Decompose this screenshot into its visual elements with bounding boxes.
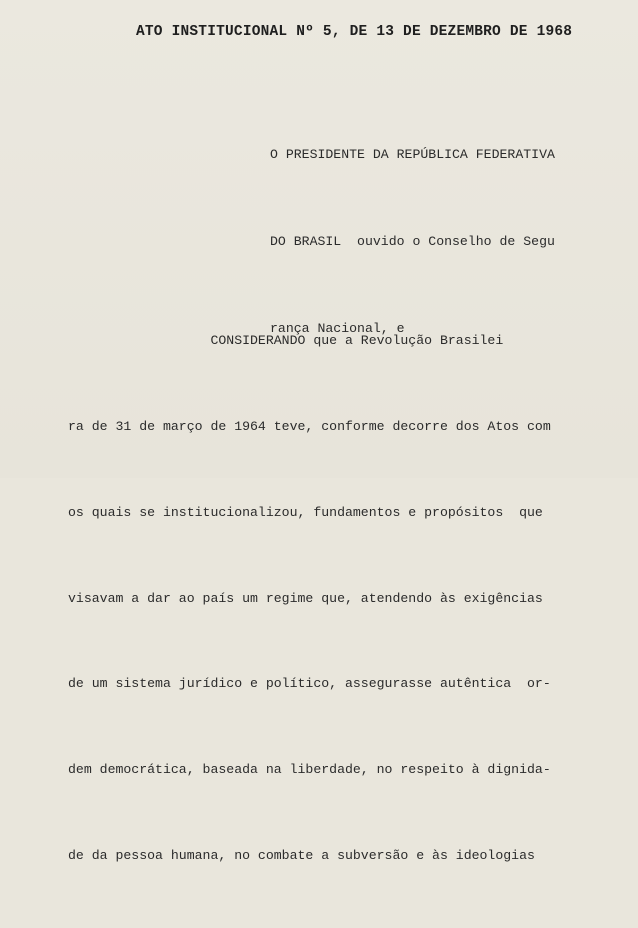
body-line: de da pessoa humana, no combate a subversão e às ideologias [68, 847, 535, 863]
body-line: dem democrática, baseada na liberdade, no respeito à dignida- [68, 762, 551, 778]
body-line: CONSIDERANDO que a Revolução Brasilei [68, 333, 504, 349]
body-line: os quais se institucionalizou, fundamentos e propósitos que [68, 504, 543, 520]
body-line: de um sistema jurídico e político, assegurasse autêntica or- [68, 676, 551, 692]
preamble-line: O PRESIDENTE DA REPÚBLICA FEDERATIVA [270, 147, 555, 162]
preamble-line: rança Nacional, e [270, 321, 405, 336]
document-title: ATO INSTITUCIONAL Nº 5, DE 13 DE DEZEMBRO DE 1968 [136, 24, 573, 40]
preamble-line: DO BRASIL ouvido o Conselho de Segu [270, 234, 555, 249]
body-line: visavam a dar ao país um regime que, atendendo às exigências [68, 590, 543, 606]
body-paragraph [68, 270, 551, 928]
body-line: ra de 31 de março de 1964 teve, conforme decorre dos Atos com [68, 418, 551, 434]
